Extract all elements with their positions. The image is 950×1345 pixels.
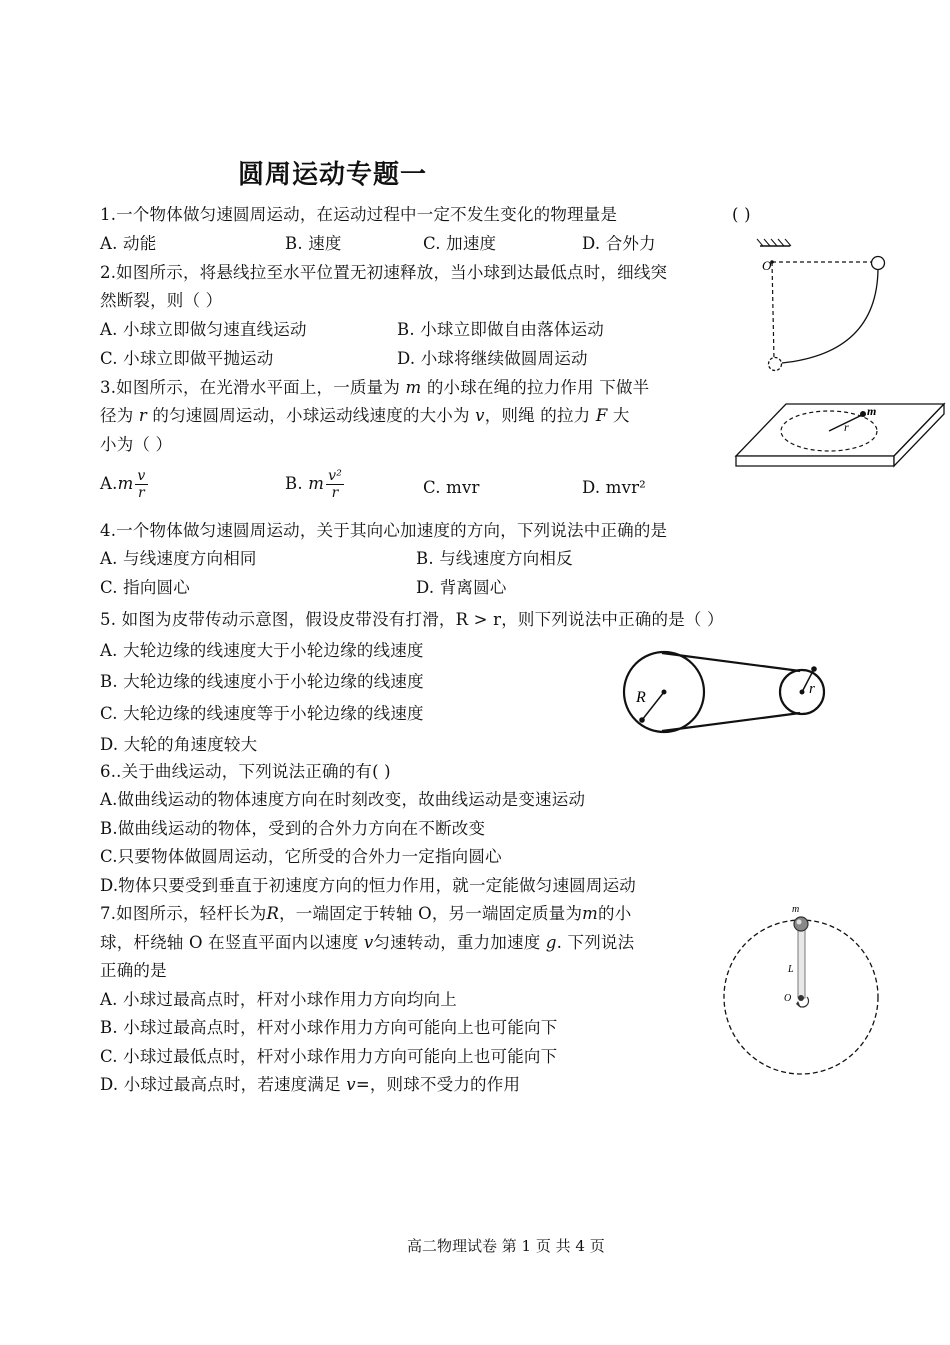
q7-fig-label-m: m <box>792 904 800 915</box>
q6-option-c: C.只要物体做圆周运动，它所受的合外力一定指向圆心 <box>100 847 502 866</box>
page-footer: 高二物理试卷 第 1 页 共 4 页 <box>407 1237 605 1255</box>
q5-fig-label-r: r <box>809 681 815 697</box>
q6-option-d: D.物体只要受到垂直于初速度方向的恒力作用，就一定能做匀速圆周运动 <box>100 876 636 895</box>
q1-option-d: D. 合外力 <box>582 234 656 253</box>
q3-option-a: A.m $\frac{v}{r}$ <box>100 468 146 501</box>
q1-option-b: B. 速度 <box>285 234 342 253</box>
q7-option-a: A. 小球过最高点时，杆对小球作用力方向均向上 <box>100 990 458 1009</box>
q4-option-b: B. 与线速度方向相反 <box>416 549 573 568</box>
q1-answer-paren: ( ) <box>732 205 751 224</box>
q3-stem-line1: 3.如图所示，在光滑水平面上，一质量为 m 的小球在绳的拉力作用 下做半 <box>100 378 650 397</box>
q5-option-a: A. 大轮边缘的线速度大于小轮边缘的线速度 <box>100 641 424 660</box>
q4-stem: 4.一个物体做匀速圆周运动，关于其向心加速度的方向，下列说法中正确的是 <box>100 521 668 540</box>
q4-option-c: C. 指向圆心 <box>100 578 190 597</box>
q2-fig-label-o: O <box>762 258 772 273</box>
q7-option-c: C. 小球过最低点时，杆对小球作用力方向可能向上也可能向下 <box>100 1047 558 1066</box>
q2-stem-line2: 然断裂，则（ ） <box>100 291 223 310</box>
q3-stem-line2: 径为 r 的匀速圆周运动，小球运动线速度的大小为 v，则绳 的拉力 F 大 <box>100 406 630 425</box>
q5-option-c: C. 大轮边缘的线速度等于小轮边缘的线速度 <box>100 704 424 723</box>
q4-option-d: D. 背离圆心 <box>416 578 507 597</box>
q3-option-b: B. m $\frac{\text{v²}}{r}$ <box>285 468 343 501</box>
q2-option-b: B. 小球立即做自由落体运动 <box>397 320 604 339</box>
q3-stem-line3: 小为（ ） <box>100 435 173 454</box>
q2-option-c: C. 小球立即做平抛运动 <box>100 349 274 368</box>
page-title: 圆周运动专题一 <box>238 160 428 190</box>
q7-stem-line1: 7.如图所示，轻杆长为R，一端固定于转轴 O，另一端固定质量为m的小 <box>100 904 632 923</box>
q7-stem-line3: 正确的是 <box>100 961 167 980</box>
q7-option-d: D. 小球过最高点时，若速度满足 v=，则球不受力的作用 <box>100 1075 521 1094</box>
q5-stem: 5. 如图为皮带传动示意图，假设皮带没有打滑，R > r，则下列说法中正确的是（ ） <box>100 610 724 629</box>
q3-table-circle-figure <box>734 398 946 473</box>
q6-option-b: B.做曲线运动的物体，受到的合外力方向在不断改变 <box>100 819 486 838</box>
q7-fig-label-L: L <box>788 964 794 975</box>
q7-stem-line2: 球，杆绕轴 O 在竖直平面内以速度 v匀速转动，重力加速度 g. 下列说法 <box>100 933 635 952</box>
q1-stem: 1.一个物体做匀速圆周运动，在运动过程中一定不发生变化的物理量是 <box>100 205 618 224</box>
q7-option-b: B. 小球过最高点时，杆对小球作用力方向可能向上也可能向下 <box>100 1018 558 1037</box>
q3-fig-label-r: r <box>844 420 849 434</box>
q2-stem-line1: 2.如图所示，将悬线拉至水平位置无初速释放，当小球到达最低点时，细线突 <box>100 263 668 282</box>
q5-belt-drive-figure <box>622 645 828 745</box>
q3-fig-label-m: m <box>867 404 877 418</box>
q5-option-d: D. 大轮的角速度较大 <box>100 735 258 754</box>
q1-option-a: A. 动能 <box>100 234 157 253</box>
q6-stem: 6..关于曲线运动，下列说法正确的有( ) <box>100 762 391 781</box>
q1-option-c: C. 加速度 <box>423 234 497 253</box>
q7-fig-label-O: O <box>784 993 792 1004</box>
q5-fig-label-R: R <box>636 689 646 706</box>
q2-pendulum-figure <box>750 238 900 378</box>
q5-option-b: B. 大轮边缘的线速度小于小轮边缘的线速度 <box>100 672 424 691</box>
q2-option-d: D. 小球将继续做圆周运动 <box>397 349 588 368</box>
q4-option-a: A. 与线速度方向相同 <box>100 549 257 568</box>
q2-option-a: A. 小球立即做匀速直线运动 <box>100 320 307 339</box>
q7-rotating-rod-figure <box>718 900 886 1070</box>
q3-option-d: D. mvr² <box>582 478 647 497</box>
q6-option-a: A.做曲线运动的物体速度方向在时刻改变，故曲线运动是变速运动 <box>100 790 586 809</box>
q3-option-c: C. mvr <box>423 478 480 497</box>
